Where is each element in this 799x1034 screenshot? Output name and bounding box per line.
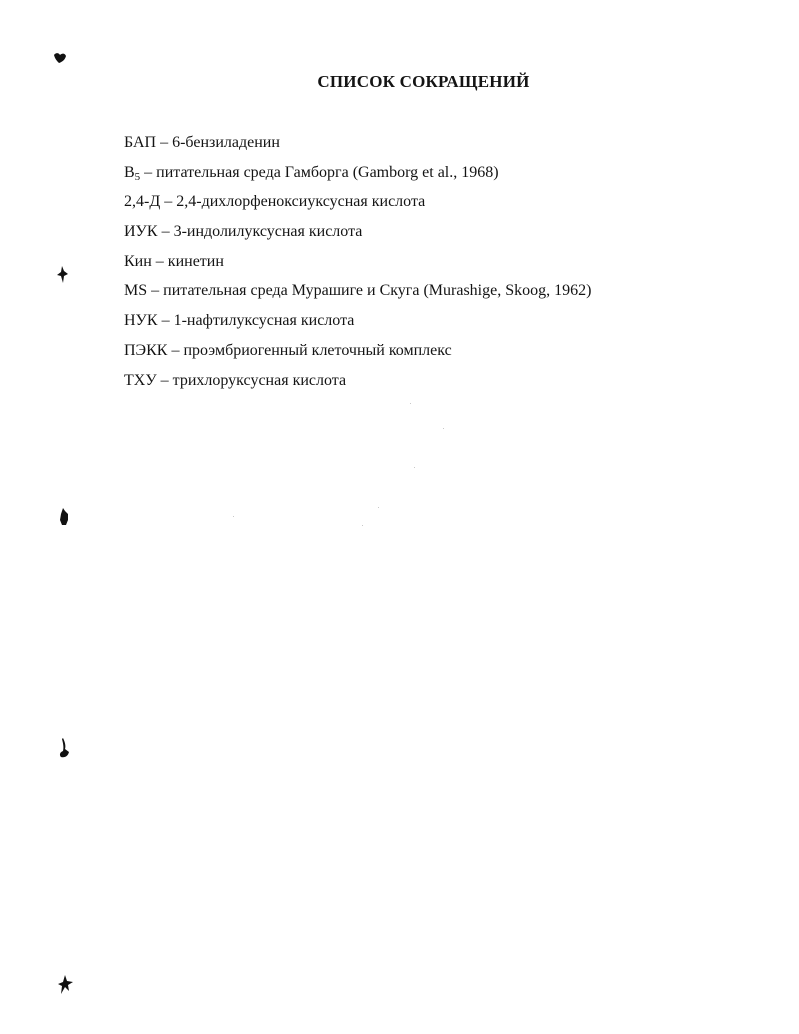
scan-speck bbox=[378, 507, 379, 508]
abbreviation-entry bbox=[124, 132, 591, 162]
entry-separator: – bbox=[151, 252, 168, 270]
scan-speck bbox=[233, 516, 234, 517]
abbreviation-entry bbox=[124, 310, 591, 340]
abbreviation-entry bbox=[124, 162, 591, 192]
abbreviation-term: БАП bbox=[124, 134, 157, 151]
scan-mark-bottom bbox=[58, 975, 74, 995]
abbreviation-term: 2,4-Д bbox=[124, 193, 161, 211]
abbreviation-definition: проэмбриогенный клеточный комплекс bbox=[183, 341, 452, 359]
abbreviation-definition: трихлоруксусная кислота bbox=[172, 371, 347, 389]
abbreviation-definition: питательная среда Мурашиге и Скуга (Murashige, Skoog, 1962) bbox=[163, 282, 592, 300]
abbreviation-definition: 1-нафтилуксусная кислота bbox=[173, 312, 355, 330]
abbreviation-term: Кин bbox=[124, 252, 152, 270]
entry-separator: – bbox=[156, 371, 173, 389]
entry-separator: – bbox=[167, 341, 184, 359]
abbreviation-term: НУК bbox=[124, 312, 158, 330]
abbreviation-definition: 6-бензиладенин bbox=[172, 134, 280, 151]
entry-separator: – bbox=[160, 193, 177, 211]
abbreviation-entry bbox=[124, 370, 591, 400]
abbreviation-entry bbox=[124, 280, 591, 310]
abbreviation-definition: питательная среда Гамборга (Gamborg et al., 1968) bbox=[156, 163, 499, 181]
abbreviation-definition: кинетин bbox=[167, 252, 224, 270]
abbreviation-entry bbox=[124, 251, 591, 281]
abbreviation-list bbox=[124, 132, 591, 399]
scan-mark-middle bbox=[59, 508, 69, 526]
abbreviation-term: B bbox=[124, 163, 135, 181]
abbreviation-definition: 2,4-дихлорфеноксиуксусная кислота bbox=[176, 193, 426, 211]
scan-speck bbox=[414, 467, 415, 468]
abbreviation-term: ПЭКК bbox=[124, 341, 168, 359]
abbreviation-term: MS bbox=[124, 282, 148, 300]
abbreviation-entry bbox=[124, 191, 591, 221]
abbreviation-entry bbox=[124, 340, 591, 370]
scan-speck bbox=[443, 428, 444, 429]
scan-mark-top bbox=[53, 52, 67, 64]
scan-mark-lower bbox=[57, 738, 71, 760]
entry-separator: – bbox=[157, 223, 174, 241]
scan-mark-upper bbox=[57, 266, 69, 284]
abbreviation-term: ТХУ bbox=[124, 371, 157, 389]
entry-separator: – bbox=[157, 312, 174, 330]
scan-speck bbox=[362, 525, 363, 526]
entry-separator: – bbox=[156, 134, 173, 151]
abbreviation-entry bbox=[124, 221, 591, 251]
scan-speck bbox=[410, 403, 411, 404]
abbreviation-term: ИУК bbox=[124, 223, 158, 241]
entry-separator: – bbox=[147, 282, 164, 300]
abbreviation-subscript: 5 bbox=[134, 170, 141, 183]
page-title: СПИСОК СОКРАЩЕНИЙ bbox=[317, 72, 530, 91]
entry-separator: – bbox=[140, 163, 157, 181]
abbreviation-definition: 3-индолилуксусная кислота bbox=[173, 223, 363, 241]
